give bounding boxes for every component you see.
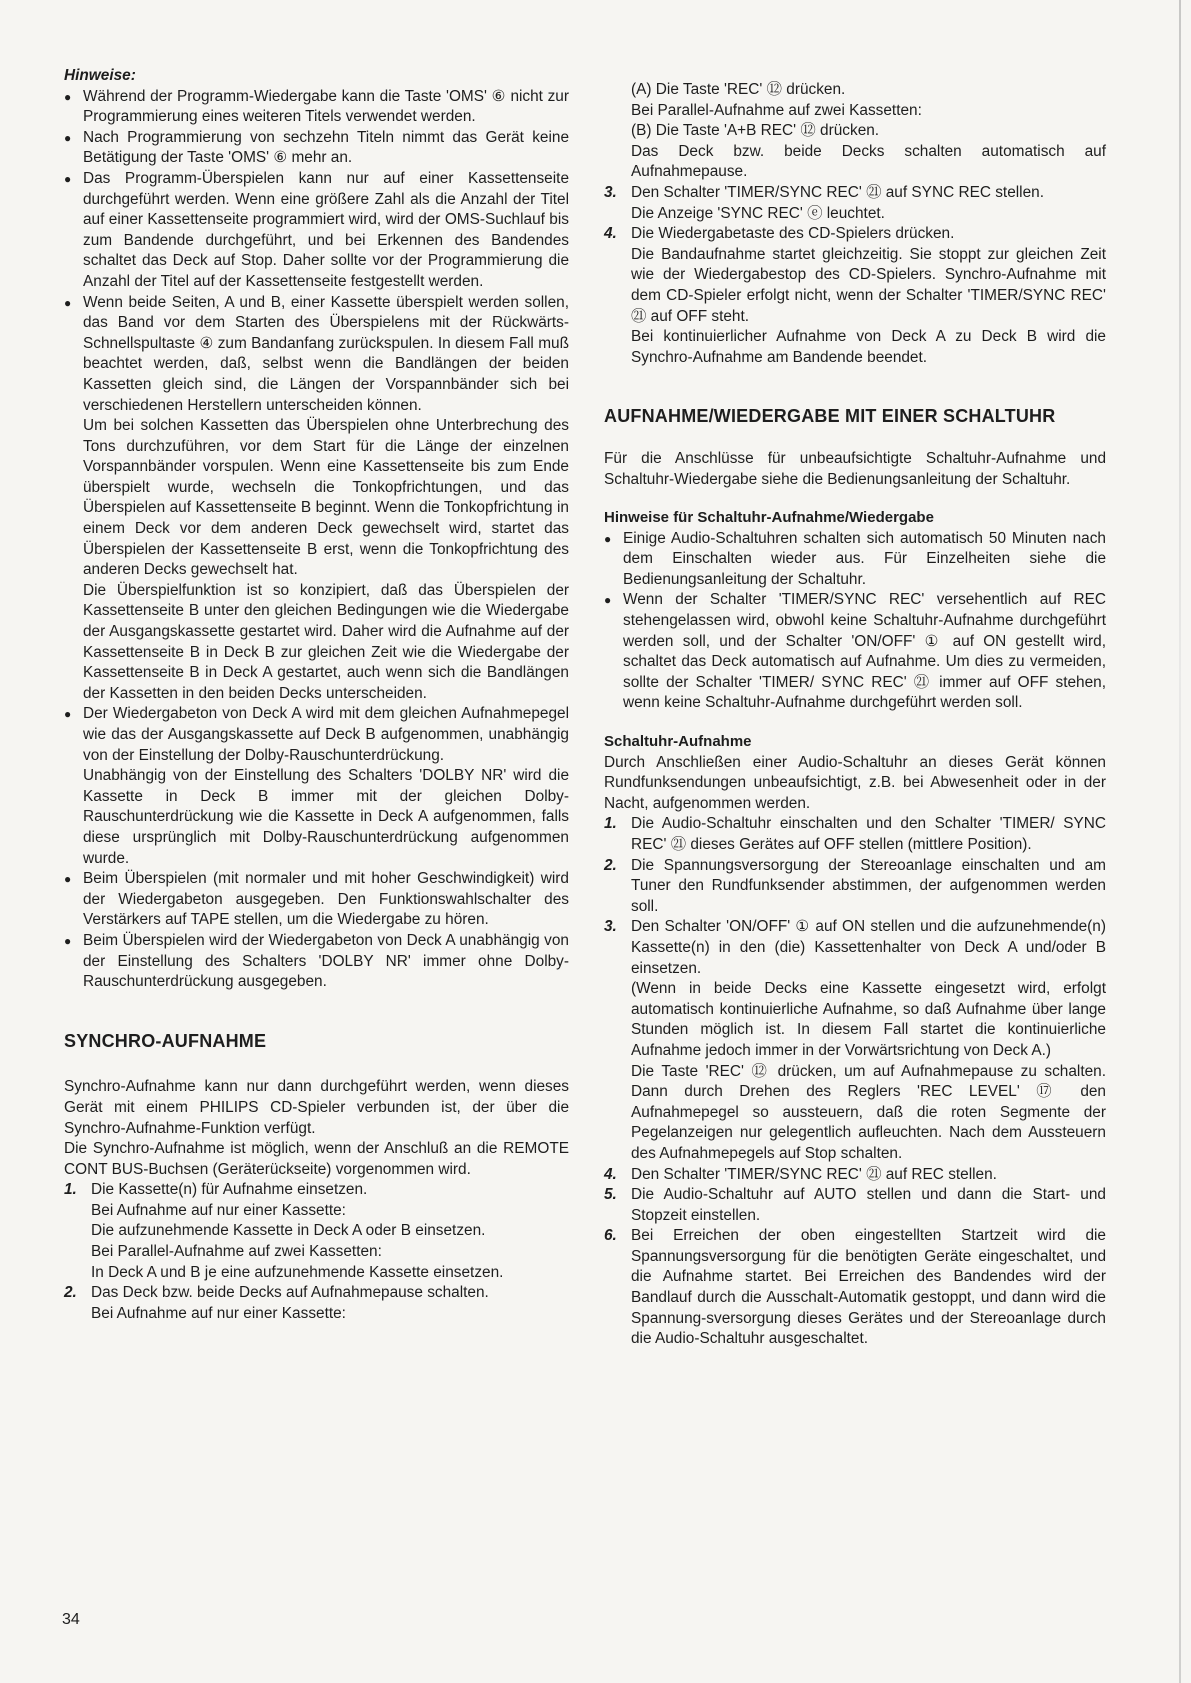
list-item [64,704,569,869]
step-line: Bei Parallel-Aufnahme auf zwei Kassetten: [91,1243,382,1261]
list-item: ● Einige Audio-Schaltuhren schalten sich automatisch 50 Minuten nach dem Einschalten wieder aus. Für Einzelheiten siehe die Bedienungsanleitung der Schaltuhr. [604,529,1106,591]
synchro-steps [64,1180,569,1324]
step-line: Bei kontinuierlicher Aufnahme von Deck A zu Deck B wird die Synchro-Aufnahme am Bandende beendet. [631,328,1106,366]
timer-heading: AUFNAHME/WIEDERGABE MIT EINER SCHALTUHR [604,406,1056,427]
step-text: Den Schalter 'TIMER/SYNC REC' ㉑ auf REC stellen. [631,1165,997,1183]
step-item [604,183,1106,224]
list-item-paragraph: Die Überspielfunktion ist so konzipiert, daß das Überspielen der Kassettenseite B unter den gleichen Bedingungen wie die Wiedergabe der Ausgangskassette gestartet wird. Daher wird die Aufnahme auf der Kassettenseite B in Deck B zur gleichen Zeit wie die Wiedergabe der Kassettenseite B in Deck A gestartet, auch wenn sich die Bandlängen der Kassetten in den beiden Decks unterscheiden. [83,581,569,702]
step-number: 3. [604,183,617,201]
schaltuhr-paragraph: Durch Anschließen einer Audio-Schaltuhr an dieses Gerät können Rundfunksendungen unbeaufsichtigt, z.B. bei Abwesenheit oder in der Nacht, aufgenommen werden. [604,753,1106,812]
step-number: 2. [604,856,617,874]
step-item [604,1185,1106,1226]
list-item: ● Das Programm-Überspielen kann nur auf einer Kassettenseite durchgeführt werden. Wenn eine größere Zahl als die Anzahl der Titel auf einer Kassettenseite programmiert wird, wird der OMS-Suchlauf bis zum Bandende durchgeführt, und bei Erkennen des Bandendes schaltet das Deck auf Stop. Daher sollte vor der Programmierung die Anzahl der Titel auf der Kassettenseite festgestellt werden. [64,169,569,293]
step-line: (Wenn in beide Decks eine Kassette eingesetzt wird, erfolgt automatisch kontinuierliche Aufnahme, so daß Aufnahme über lange Stunden möglich ist. In diesem Fall startet die kontinuierliche Aufnahme jedoch immer in der Vorwärtsrichtung von Deck A.) [631,980,1106,1059]
hinweise-timer-list [604,529,1106,714]
list-item-text: ● Der Wiedergabeton von Deck A wird mit dem gleichen Aufnahmepegel wie das der Ausgangskassette auf Deck B aufgenommen, unabhängig von der Einstellung der Dolby-Rauschunterdrückung. [83,705,569,764]
step-item [604,814,1106,855]
page-edge-shadow [1179,0,1181,1683]
hinweise-list [64,87,569,993]
step-line: Bei Aufnahme auf nur einer Kassette: [91,1304,346,1322]
step-text: Bei Erreichen der oben eingestellten Startzeit wird die Spannungsversorgung für die benötigten Geräte eingeschaltet, und die Aufnahme startet. Bei Erreichen des Bandendes wird der Bandlauf durch die Ausschalt-Automatik gestoppt, und dann wird die Spannung-sversorgung dieses Gerätes und der Stereoanlage durch die Audio-Schaltuhr ausgeschaltet. [631,1227,1106,1348]
list-item-text: ● Wenn beide Seiten, A und B, einer Kassette überspielt werden sollen, das Band vor dem Starten des Überspielens mit der Rückwärts-Schnellspultaste ④ zum Bandanfang zurückspulen. In diesem Fall muß beachtet werden, daß, selbst wenn die Bandlängen der beiden Kassetten gleich sind, die Längen der Vorspannbänder sich bei verschiedenen Herstellern unterscheiden können. [83,293,569,414]
step-line: Bei Aufnahme auf nur einer Kassette: [91,1201,346,1219]
synchro-paragraph: Die Synchro-Aufnahme ist möglich, wenn der Anschluß an die REMOTE CONT BUS-Buchsen (Geräterückseite) vorgenommen wird. [64,1140,569,1178]
synchro-steps-continued [604,183,1106,368]
step-line: Die Taste 'REC' ⑫ drücken, um auf Aufnahmepause zu schalten. Dann durch Drehen des Reglers 'REC LEVEL' ⑰ den Aufnahmepegel so aussteuern, daß die roten Segmente der Pegelanzeigen nur gelegentlich aufleuchten. Nach dem Aussteuern des Aufnahmepegels auf Stop schalten. [631,1062,1106,1162]
hinweise-heading: Hinweise: [64,67,136,84]
step-number: 1. [64,1181,77,1199]
step-line: Die Anzeige 'SYNC REC' ⓔ leuchtet. [631,204,885,222]
step-number: 5. [604,1186,617,1204]
synchro-heading: SYNCHRO-AUFNAHME [64,1030,267,1051]
hinweise-timer-heading: Hinweise für Schaltuhr-Aufnahme/Wiedergabe [604,509,934,527]
step-line: (A) Die Taste 'REC' ⑫ drücken. [631,81,846,98]
step-item [604,1165,1106,1186]
schaltuhr-steps [604,814,1106,1349]
step-item [604,224,1106,368]
step-number: 3. [604,918,617,936]
step-number: 6. [604,1227,617,1245]
synchro-paragraph: Synchro-Aufnahme kann nur dann durchgeführt werden, wenn dieses Gerät mit einem PHILIPS CD-Spieler verbunden ist, der über die Synchro-Aufnahme-Funktion verfügt. [64,1078,569,1137]
step-text: Den Schalter 'ON/OFF' ① auf ON stellen und die aufzunehmende(n) Kassette(n) in den (die) Kassettenhalter von Deck A und/oder B einsetzen. [631,918,1106,977]
step-text: Die Spannungsversorgung der Stereoanlage einschalten und am Tuner den Rundfunksender abstimmen, der aufgenommen werden soll. [631,856,1106,915]
step-text: Das Deck bzw. beide Decks auf Aufnahmepause schalten. [91,1284,489,1302]
step-text: Den Schalter 'TIMER/SYNC REC' ㉑ auf SYNC REC stellen. [631,183,1044,201]
list-item: ● Nach Programmierung von sechzehn Titeln nimmt das Gerät keine Betätigung der Taste 'OMS' ⑥ mehr an. [64,128,569,169]
step-line: Die aufzunehmende Kassette in Deck A oder B einsetzen. [91,1222,486,1240]
step-number: 1. [604,815,617,833]
list-item: ● Während der Programm-Wiedergabe kann die Taste 'OMS' ⑥ nicht zur Programmierung eines weiteren Titels verwendet werden. [64,87,569,128]
step-item [64,1283,569,1324]
list-item: ● Wenn der Schalter 'TIMER/SYNC REC' versehentlich auf REC stehengelassen wird, obwohl keine Schaltuhr-Aufnahme durchgeführt werden soll, und der Schalter 'ON/OFF' ① auf ON gestellt wird, schaltet das Deck automatisch auf Aufnahme. Um dies zu vermeiden, sollte der Schalter 'TIMER/ SYNC REC' ㉑ immer auf OFF stehen, wenn keine Schaltuhr-Aufnahme durchgeführt werden soll. [604,590,1106,714]
list-item: ● Beim Überspielen (mit normaler und mit hoher Geschwindigkeit) wird der Wiedergabeton ausgegeben. Den Funktionswahlschalter des Verstärkers auf TAPE stellen, um die Wiedergabe zu hören. [64,869,569,931]
left-column [64,66,569,1324]
timer-paragraph: Für die Anschlüsse für unbeaufsichtigte Schaltuhr-Aufnahme und Schaltuhr-Wiedergabe siehe die Bedienungsanleitung der Schaltuhr. [604,449,1106,488]
step-continuation [604,80,1106,183]
step-number: 4. [604,225,617,243]
step-line: Das Deck bzw. beide Decks schalten automatisch auf Aufnahmepause. [631,142,1106,181]
step-number: 2. [64,1284,77,1302]
step-item [604,917,1106,1164]
list-item: ● Beim Überspielen wird der Wiedergabeton von Deck A unabhängig von der Einstellung des Schalters 'DOLBY NR' immer ohne Dolby-Rauschunterdrückung ausgegeben. [64,931,569,993]
step-item [604,856,1106,918]
step-line: In Deck A und B je eine aufzunehmende Kassette einsetzen. [91,1263,504,1281]
list-item [64,293,569,705]
list-item-paragraph: Unabhängig von der Einstellung des Schalters 'DOLBY NR' wird die Kassette in Deck B immer mit der gleichen Dolby-Rauschunterdrückung wie die Kassette in Deck A aufgenommen, falls diese ursprünglich mit Dolby-Rauschunterdrückung aufgenommen wurde. [83,767,569,867]
list-item-paragraph: Um bei solchen Kassetten das Überspielen ohne Unterbrechung des Tons durchzuführen, vor dem Start für die Länge der einzelnen Vorspannbänder vorspulen. Wenn eine Kassettenseite bis zum Ende überspielt wurde, wechseln die Tonkopfrichtungen, und das Überspielen auf Kassettenseite B beginnt. Wenn die Tonkopfrichtung in einem Deck vor dem anderen Deck gewechselt wird, startet das Überspielen der Kassettenseite B erst, wenn die Tonkopfrichtung des anderen Decks gewechselt hat. [83,417,569,579]
step-item [604,1226,1106,1350]
step-line: (B) Die Taste 'A+B REC' ⑫ drücken. [631,122,880,140]
step-number: 4. [604,1165,617,1183]
step-line: Die Bandaufnahme startet gleichzeitig. Sie stoppt zur gleichen Zeit wie der Wiedergabestop des CD-Spielers. Synchro-Aufnahme mit dem CD-Spieler erfolgt nicht, wenn der Schalter 'TIMER/SYNC REC' ㉑ auf OFF steht. [631,245,1106,325]
step-line: Bei Parallel-Aufnahme auf zwei Kassetten: [631,101,922,119]
step-item [64,1180,569,1283]
page-number: 34 [62,1611,80,1628]
schaltuhr-heading: Schaltuhr-Aufnahme [604,733,752,751]
step-text: Die Audio-Schaltuhr auf AUTO stellen und dann die Start- und Stopzeit einstellen. [631,1186,1106,1224]
step-text: Die Wiedergabetaste des CD-Spielers drücken. [631,225,955,243]
step-text: Die Audio-Schaltuhr einschalten und den Schalter 'TIMER/ SYNC REC' ㉑ dieses Gerätes auf OFF stellen (mittlere Position). [631,815,1106,853]
right-column [604,80,1106,1350]
step-text: Die Kassette(n) für Aufnahme einsetzen. [91,1181,368,1199]
